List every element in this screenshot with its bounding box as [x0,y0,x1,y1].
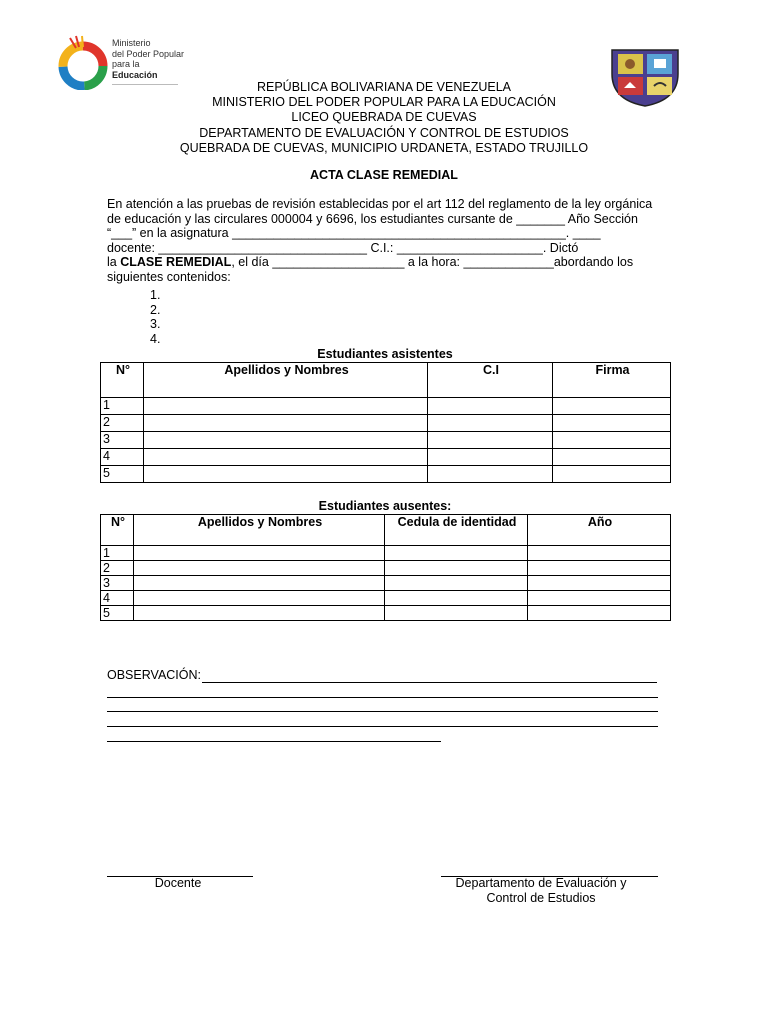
signature-cell[interactable] [553,432,671,449]
signature-cell[interactable] [553,398,671,415]
ci-cell[interactable] [428,466,553,483]
row-number: 1 [101,398,144,415]
col-signature-header: Firma [553,363,671,398]
year-cell[interactable] [528,606,671,621]
names-cell[interactable] [134,561,385,576]
col-number-header: N° [101,363,144,398]
signature-cell[interactable] [553,466,671,483]
names-cell[interactable] [134,606,385,621]
ci-cell[interactable] [428,432,553,449]
ci-cell[interactable] [428,449,553,466]
names-cell[interactable] [144,415,428,432]
year-cell[interactable] [528,561,671,576]
clase-remedial-bold: CLASE REMEDIAL [120,255,232,270]
col-year-header: Año [528,515,671,546]
observation-line[interactable] [202,682,657,683]
table-row [101,546,671,561]
col-names-header: Apellidos y Nombres [134,515,385,546]
observation-line[interactable] [107,711,658,712]
table-row [101,449,671,466]
row-number: 3 [101,432,144,449]
intro-paragraph [107,197,661,285]
attendees-table [100,362,671,483]
absentees-table [100,514,671,621]
year-cell[interactable] [528,546,671,561]
names-cell[interactable] [134,576,385,591]
names-cell[interactable] [144,466,428,483]
header-line-1: REPÚBLICA BOLIVARIANA DE VENEZUELA [256,80,512,94]
observation-line[interactable] [107,697,658,698]
row-number: 2 [101,415,144,432]
paragraph-line-3: “___” en la asignatura ________________________________________________. ____ [107,226,601,241]
observation-line[interactable] [107,726,658,727]
names-cell[interactable] [144,432,428,449]
department-label-line-2: Control de Estudios [486,891,596,905]
names-cell[interactable] [144,398,428,415]
col-number-header: N° [101,515,134,546]
header-line-2: MINISTERIO DEL PODER POPULAR PARA LA EDUCACIÓN [212,95,556,110]
department-label-line-1: Departamento de Evaluación y [455,876,627,890]
table-row [101,398,671,415]
col-ci-header: C.I [428,363,553,398]
names-cell[interactable] [144,449,428,466]
signature-cell[interactable] [553,415,671,432]
ministry-logo-text [112,38,186,80]
names-cell[interactable] [134,546,385,561]
paragraph-line-5: la CLASE REMEDIAL, el día ___________________ a la hora: _____________abordando los [107,255,634,270]
logo-line-2: del Poder Popular [112,48,185,59]
table-row [101,432,671,449]
year-cell[interactable] [528,576,671,591]
logo-line-3: para la Educación [112,59,158,80]
names-cell[interactable] [134,591,385,606]
table-row [101,466,671,483]
id-cell[interactable] [385,591,528,606]
paragraph-line-2: de educación y las circulares 000004 y 6696, los estudiantes cursante de _______ Año Sección [107,211,638,226]
row-number: 5 [101,466,144,483]
id-cell[interactable] [385,576,528,591]
table-row [101,576,671,591]
year-cell[interactable] [528,591,671,606]
row-number: 4 [101,449,144,466]
table-row [101,606,671,621]
id-cell[interactable] [385,546,528,561]
ci-cell[interactable] [428,398,553,415]
col-id-header: Cedula de identidad [385,515,528,546]
id-cell[interactable] [385,606,528,621]
table-row [101,415,671,432]
row-number: 1 [101,546,134,561]
document-header [0,80,768,156]
id-cell[interactable] [385,561,528,576]
table-header-row [101,515,671,546]
table-header-row [101,363,671,398]
signature-cell[interactable] [553,449,671,466]
observation-line[interactable] [107,741,441,742]
logo-line-1: Ministerio [112,38,151,48]
attendees-caption: Estudiantes asistentes [317,347,453,361]
observation-label: OBSERVACIÓN: [107,668,202,682]
header-line-4: DEPARTAMENTO DE EVALUACIÓN Y CONTROL DE ESTUDIOS [199,125,569,140]
docente-label: Docente [154,876,202,890]
list-item: 1. [150,288,161,302]
row-number: 5 [101,606,134,621]
document-title: ACTA CLASE REMEDIAL [310,168,458,182]
row-number: 3 [101,576,134,591]
row-number: 2 [101,561,134,576]
col-names-header: Apellidos y Nombres [144,363,428,398]
paragraph-line-1: En atención a las pruebas de revisión establecidas por el art 112 del reglamento de la ley orgánica [107,197,653,211]
list-item: 2. [150,302,161,317]
contents-list [150,288,160,346]
ci-cell[interactable] [428,415,553,432]
row-number: 4 [101,591,134,606]
paragraph-line-4: docente: ______________________________ C.I.: _____________________. Dictó [107,240,579,255]
header-line-3: LICEO QUEBRADA DE CUEVAS [291,110,477,125]
absentees-caption: Estudiantes ausentes: [318,499,452,513]
list-item: 3. [150,317,161,332]
table-row [101,561,671,576]
list-item: 4. [150,331,161,346]
header-line-5: QUEBRADA DE CUEVAS, MUNICIPIO URDANETA, ESTADO TRUJILLO [179,140,589,155]
paragraph-line-6: siguientes contenidos: [107,269,231,284]
table-row [101,591,671,606]
department-label [441,876,641,906]
